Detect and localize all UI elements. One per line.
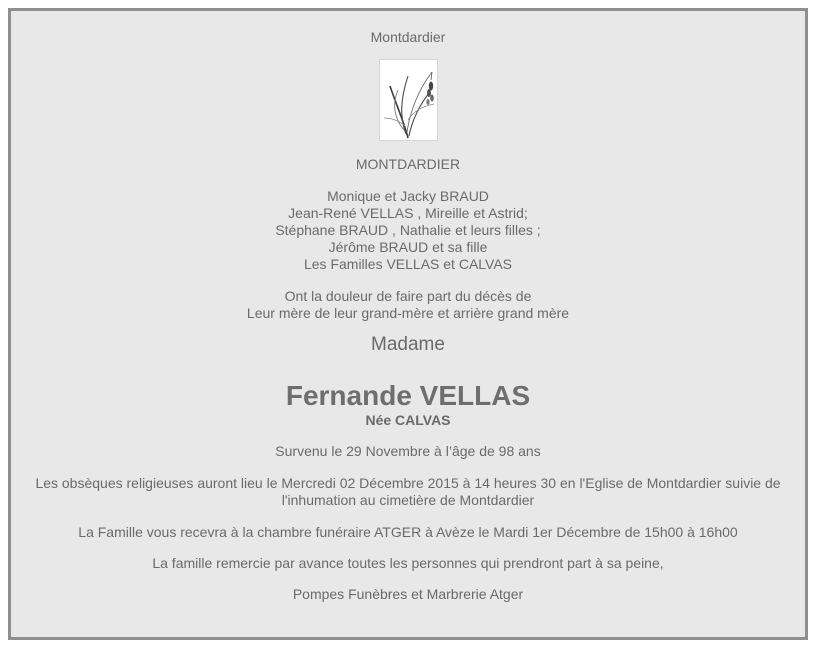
town-name: MONTDARDIER — [355, 156, 461, 172]
thanks-message: La famille remercie par avance toutes les personnes qui prendront part à sa peine, — [152, 555, 664, 571]
family-line: Stéphane BRAUD , Nathalie et leurs filles ; — [275, 222, 541, 238]
death-details: Survenu le 29 Novembre à l’âge de 98 ans — [275, 443, 541, 459]
funeral-details: Les obsèques religieuses auront lieu le Mercredi 02 Décembre 2015 à 14 heures 30 en l'Eglise de Montdardier suivie de l'inhumation au cimetière de Montdardier — [35, 475, 781, 508]
undertaker-name: Pompes Funèbres et Marbrerie Atger — [292, 586, 524, 602]
announcement — [11, 288, 805, 322]
deceased-name: Fernande VELLAS — [285, 380, 531, 411]
announcement-line-2: Leur mère de leur grand-mère et arrière grand mère — [246, 305, 570, 321]
obituary-notice — [8, 8, 808, 640]
family-line: Les Familles VELLAS et CALVAS — [303, 256, 513, 272]
family-line: Jérôme BRAUD et sa fille — [328, 239, 488, 255]
maiden-name: Née CALVAS — [365, 412, 451, 428]
family-line: Monique et Jacky BRAUD — [327, 188, 489, 204]
visitation-details: La Famille vous recevra à la chambre funéraire ATGER à Avèze le Mardi 1er Décembre de 15h00 à 16h00 — [78, 524, 738, 540]
wheat-stalk-icon — [380, 60, 437, 140]
emblem-frame — [379, 59, 438, 141]
deceased-title: Madame — [371, 334, 445, 355]
announcement-line-1: Ont la douleur de faire part du décès de — [284, 288, 532, 304]
family-line: Jean-René VELLAS , Mireille et Astrid; — [288, 205, 528, 221]
family-list — [11, 188, 805, 273]
header-place: Montdardier — [370, 29, 446, 45]
